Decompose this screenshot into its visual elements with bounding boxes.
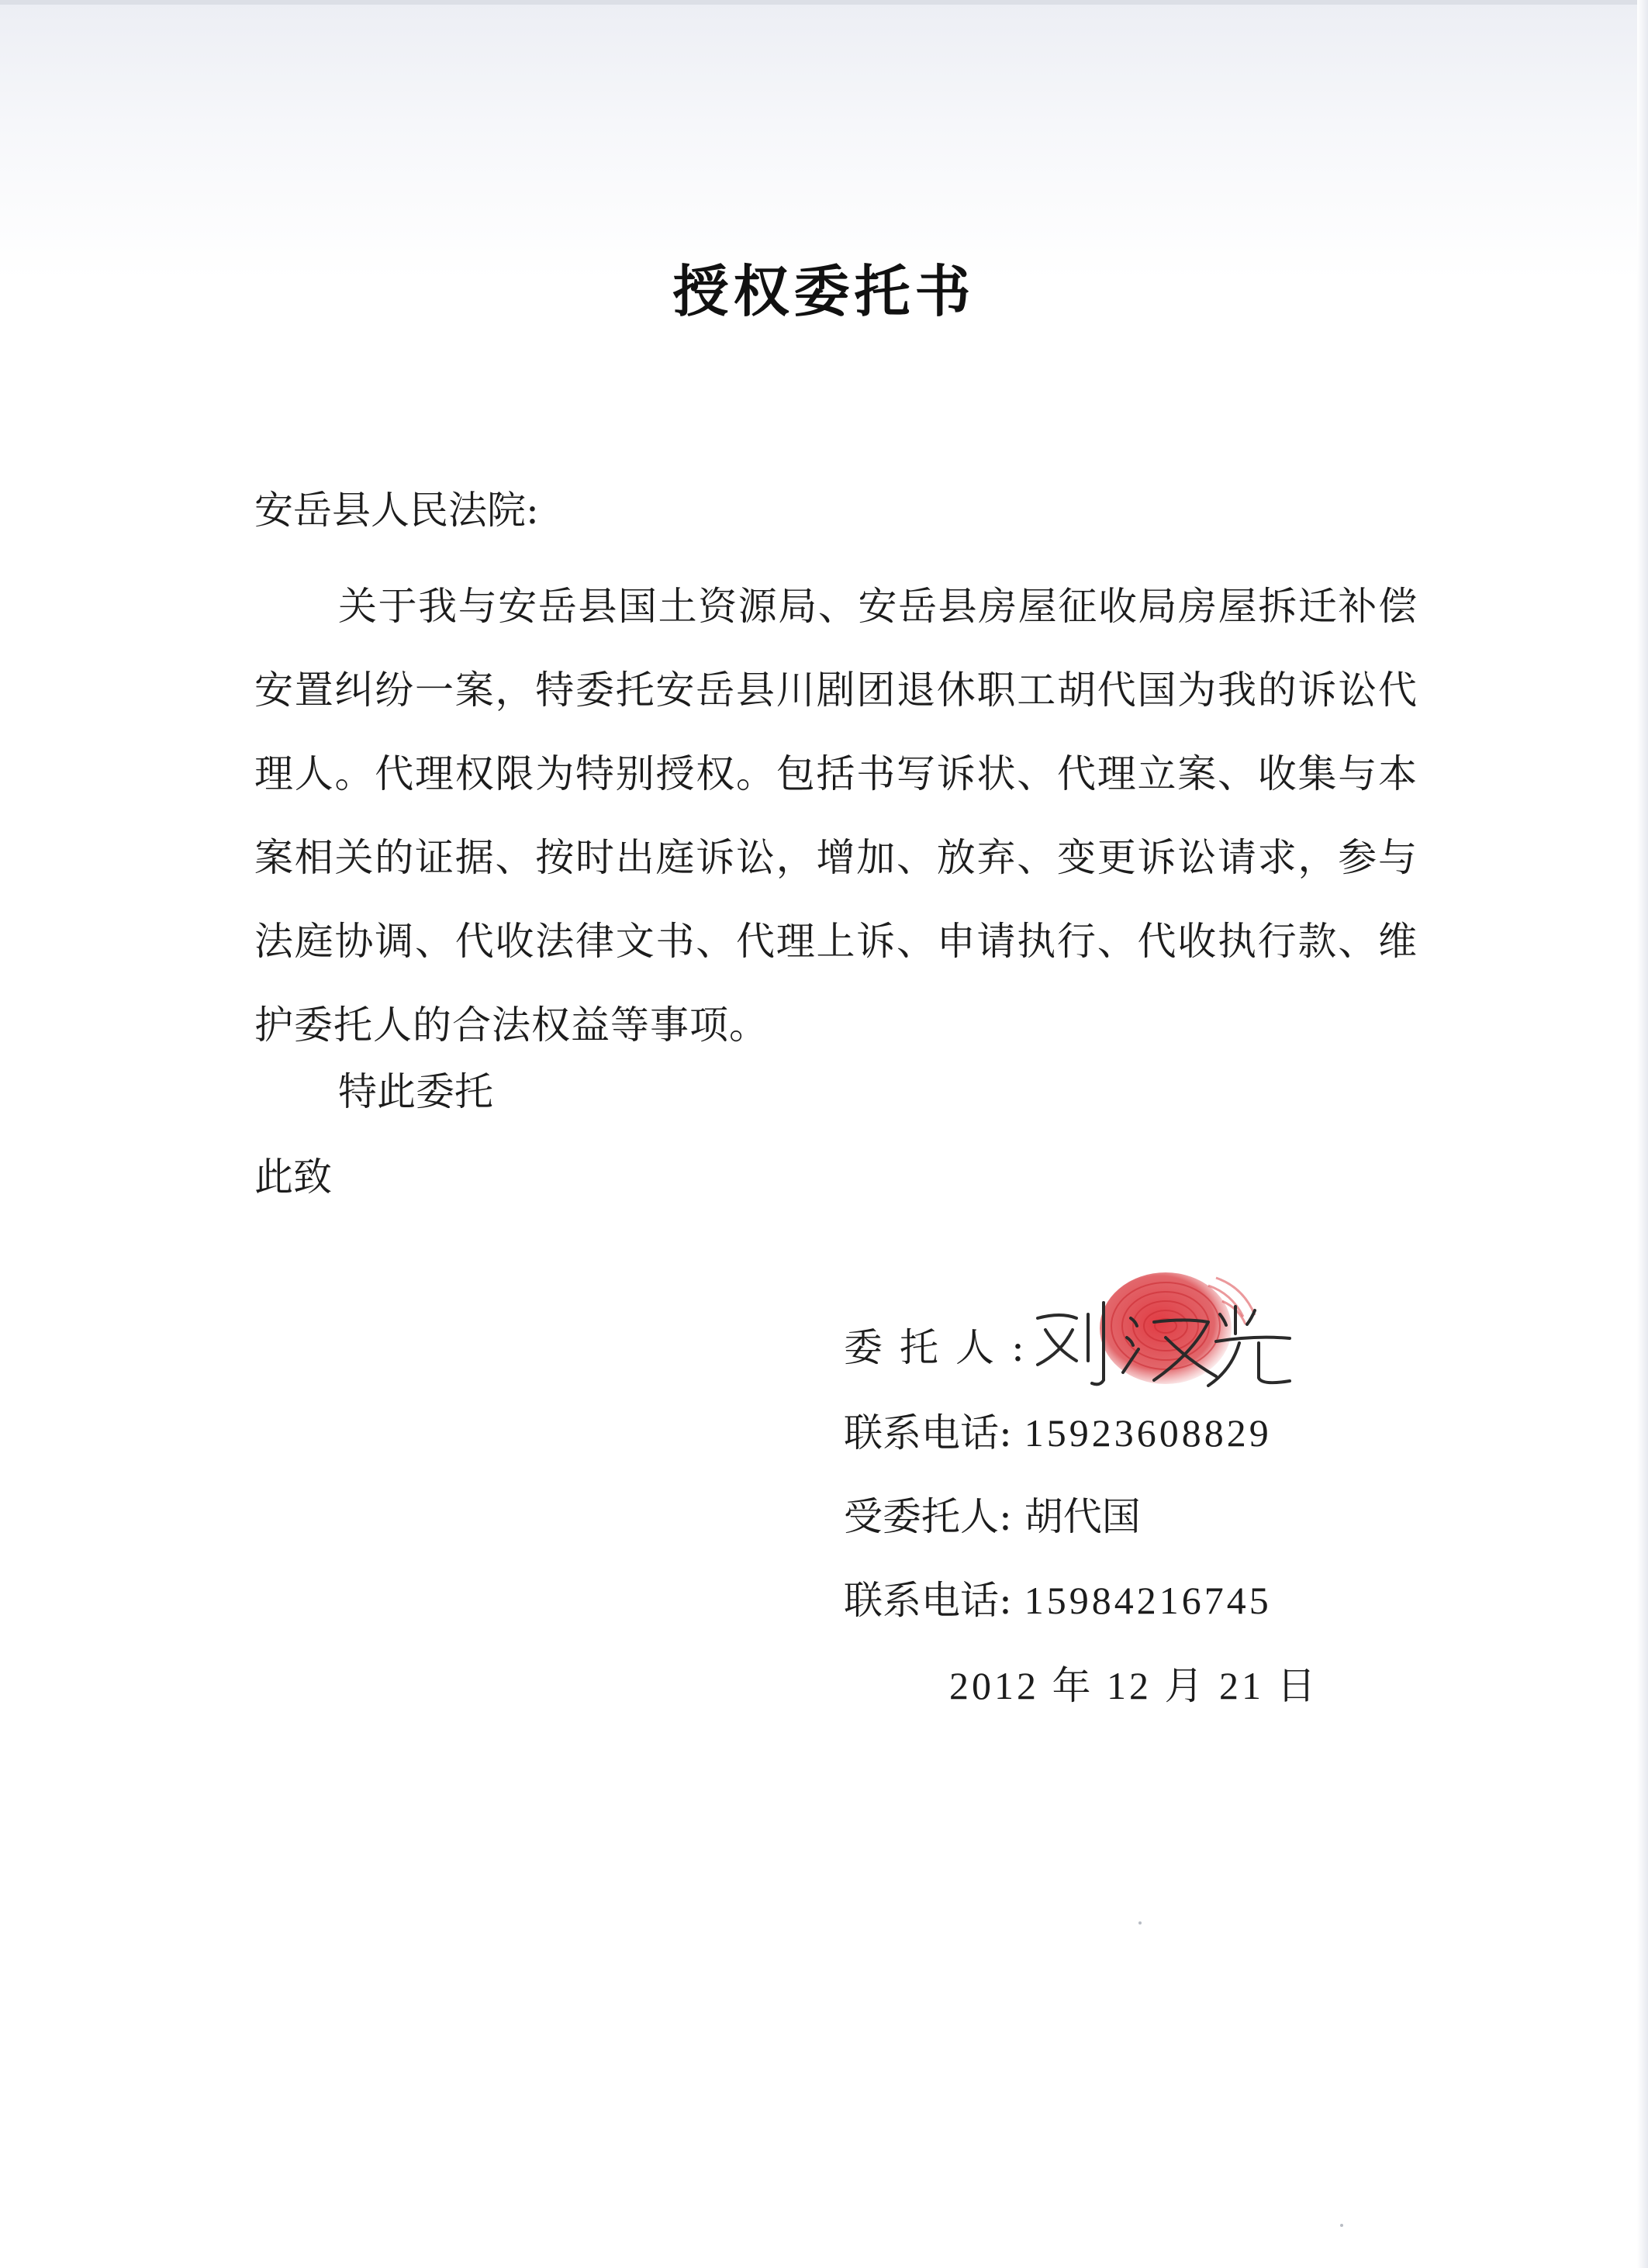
date-row (949, 1655, 1319, 1717)
principal-phone: 15923608829 (1024, 1411, 1272, 1455)
closing-statement: 特此委托 (338, 1069, 493, 1114)
agent-name: 胡代国 (1024, 1494, 1141, 1539)
scan-speck (1138, 1921, 1142, 1925)
agent-label: 受委托人: (844, 1494, 1012, 1539)
scan-edge (0, 0, 1648, 5)
agent-phone: 15984216745 (1024, 1579, 1272, 1622)
agent-phone-row (844, 1569, 1272, 1631)
addressee: 安岳县人民法院: (254, 488, 539, 533)
principal-row (844, 1317, 1042, 1379)
body-paragraph: 关于我与安岳县国土资源局、安岳县房屋征收局房屋拆迁补偿安置纠纷一案，特委托安岳县川剧团退休职工胡代国为我的诉讼代理人。代理权限为特别授权。包括书写诉状、代理立案、收集与本案相关的证据、按时出庭诉讼，增加、放弃、变更诉讼请求，参与法庭协调、代收法律文书、代理上诉、申请执行、代收执行款、维护委托人的合法权益等事项。 (254, 584, 1418, 1048)
principal-phone-label: 联系电话: (844, 1410, 1012, 1455)
agent-phone-label: 联系电话: (844, 1578, 1012, 1623)
document-title: 授权委托书 (672, 259, 976, 324)
document-date: 2012 年 12 月 21 日 (949, 1664, 1319, 1707)
principal-phone-row (844, 1402, 1272, 1464)
agent-row (844, 1486, 1141, 1548)
handwritten-signature (1022, 1287, 1309, 1396)
closing-salutation: 此致 (254, 1155, 332, 1200)
scan-speck (1340, 2224, 1343, 2227)
principal-label: 委托人: (844, 1325, 1042, 1370)
scan-edge (1637, 0, 1648, 2268)
